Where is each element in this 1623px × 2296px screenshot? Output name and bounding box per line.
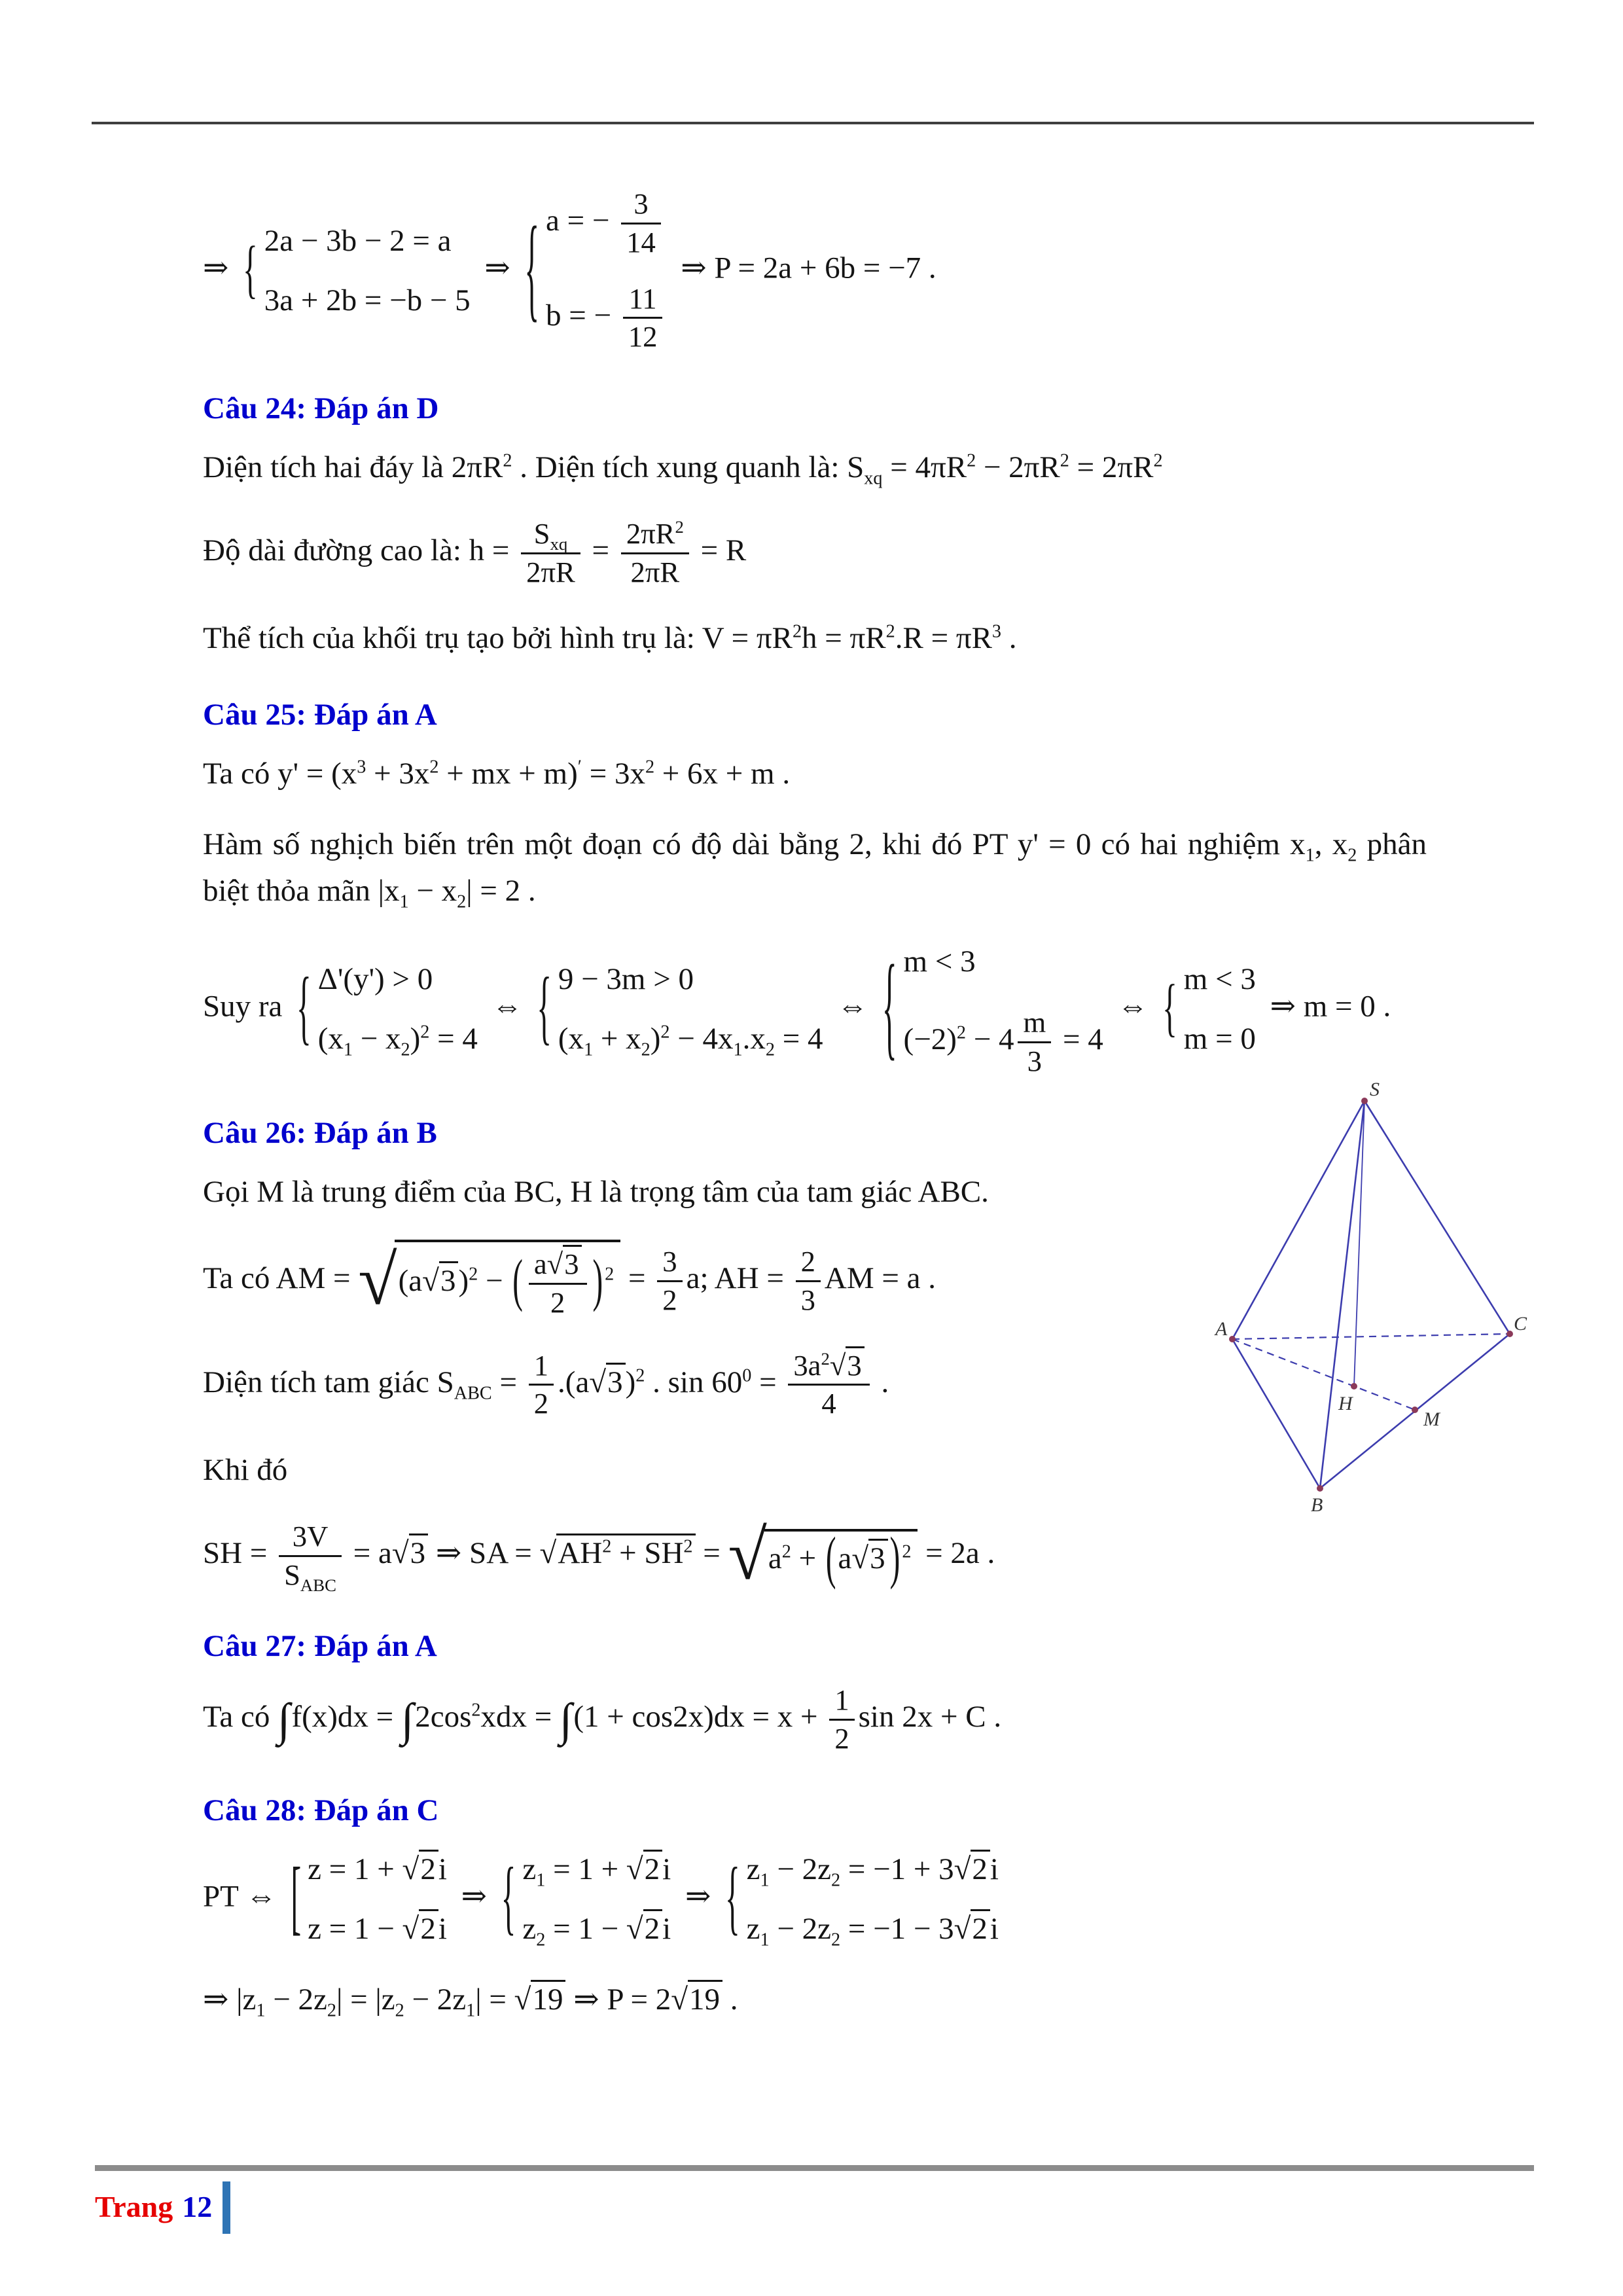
cau26-line-2: Ta có AM = √ $(a√3)^2$ − ( $\frac{a√3}{2}$ ) $^2$ = $\frac{3}{2}$ a; AH = $\frac{2}{3}$ AM = a . (203, 1240, 1427, 1323)
pyramid-figure-wrapper (1214, 1083, 1535, 1515)
figure-label-a: A (1215, 1318, 1228, 1340)
cau27-line-1: Ta có $\int f(x)dx = \int 2\cos^2xdx = \int(1 + \cos 2x)dx = x$ + $\frac{1}{2}$ sin 2x + C . (203, 1682, 1427, 1757)
vertex-dot-m (1412, 1407, 1418, 1413)
heading-cau-26: Câu 26: Đáp án B (203, 1115, 437, 1150)
edge-sc (1364, 1101, 1510, 1334)
section-cau-26 (203, 1082, 1527, 1595)
intro-derivation-line: ⇒ { 2a − 3b − 2 = a 3a + 2b = −b − 5 ⇒ { a = − $\frac{3}{14}$ b = − $\frac{11}{12}$ ⇒ P = 2a + 6b = −7 . (203, 186, 1427, 355)
page-content (203, 152, 1527, 2048)
heading-cau-24: Câu 24: Đáp án D (203, 391, 439, 426)
heading-cau-25: Câu 25: Đáp án A (203, 697, 437, 732)
edge-am (1232, 1339, 1415, 1410)
vertex-dot-a (1229, 1336, 1236, 1342)
cau28-line-1: PT ⇔ [ z = 1 + √2i z = 1 − √2i ⇒ { $z_1 = 1 + √2i$ $z_2 = 1 - √2i$ ⇒ { $z_1 - 2z_2 = -1 + 3√2i$ $z_1 - 2z_2 = -1 - 3√2i$ (203, 1846, 1427, 1952)
vertex-dot-b (1317, 1485, 1323, 1492)
cau26-line-4: Khi đó (203, 1453, 288, 1488)
pyramid-figure (1214, 1083, 1535, 1515)
footer-page-label: Trang (95, 2190, 173, 2223)
cau25-line-3: Suy ra { Δ'(y') > 0 $(x_1 - x_2)^2 = 4$ ⇔ { 9 − 3m > 0 $(x_1 + x_2)^2 - 4x_1.x_2 = 4$ ⇔ { m < 3 $(-2)^2 - 4$ $\frac{m}{3}$ = 4 ⇔ { m < 3 m = 0 ⇒ m = 0 . (203, 939, 1427, 1079)
figure-label-c: C (1514, 1312, 1527, 1335)
cau26-line-5: SH = $\frac{3V}{S_{ABC}}$ = a√3 ⇒ SA = $√AH^2 + SH^2$ = √ $a^2 + (a√3$ ) $^2$ = 2a . (203, 1516, 995, 1595)
cau24-line-3: Thể tích của khối trụ tạo bởi hình trụ là: $V = \pi R^2h = \pi R^2.R = \pi R^3$ . (203, 621, 1017, 656)
figure-label-m: M (1423, 1408, 1440, 1430)
cau25-line-2: Hàm số nghịch biến trên một đoạn có độ dài bằng 2, khi đó PT y' = 0 có hai nghiệm $x_1$, $x_2$ phân biệt thỏa mãn $|x_1 - x_2| = 2$ . (203, 827, 1427, 912)
edge-sa (1232, 1101, 1364, 1339)
heading-cau-28: Câu 28: Đáp án C (203, 1793, 439, 1827)
cau25-line-1: Ta có $y' = (x^3 + 3x^2$ + mx + $m)' = 3x^2 + 6x + m$ . (203, 756, 791, 791)
footer-rule (95, 2165, 1534, 2171)
cau24-line-1: Diện tích hai đáy là $2\pi R^2$ . Diện tích xung quanh là: $S_{xq} = 4\pi R^2 - 2\pi R^2 = 2\pi R^2$ (203, 450, 1163, 489)
vertex-dot-s (1361, 1098, 1368, 1104)
figure-label-s: S (1370, 1082, 1380, 1100)
cau28-line-2: ⇒ $|z_1 - 2z_2| = |z_2 - 2z_1| = √19$ ⇒ P = 2√19 . (203, 1977, 1427, 2023)
vertex-dot-h (1351, 1383, 1357, 1390)
footer-blue-bar (223, 2181, 230, 2234)
edge-ab (1232, 1339, 1320, 1488)
vertex-dot-c (1507, 1331, 1513, 1337)
cau24-line-2: Độ dài đường cao là: h = $\frac{S_{xq}}{2\pi R}$ = $\frac{2\pi R^2}{2\pi R}$ = R (203, 516, 1427, 591)
cau26-line-3: Diện tích tam giác $S_{ABC}$ = $\frac{1}{2}$ $.(a√3)^2$ . $\sin 60^0$ = $\frac{3a^2√3}{4}$ . (203, 1348, 1427, 1423)
figure-label-b: B (1311, 1494, 1323, 1515)
footer-line (95, 2181, 1534, 2234)
edge-ac (1232, 1334, 1510, 1339)
footer-page-number: 12 (182, 2190, 213, 2223)
top-rule (92, 122, 1534, 124)
heading-cau-27: Câu 27: Đáp án A (203, 1629, 437, 1664)
cau26-line-1: Gọi M là trung điểm của BC, H là trọng tâm của tam giác ABC. (203, 1174, 989, 1209)
page-footer (95, 2165, 1534, 2234)
figure-label-h: H (1338, 1392, 1353, 1414)
